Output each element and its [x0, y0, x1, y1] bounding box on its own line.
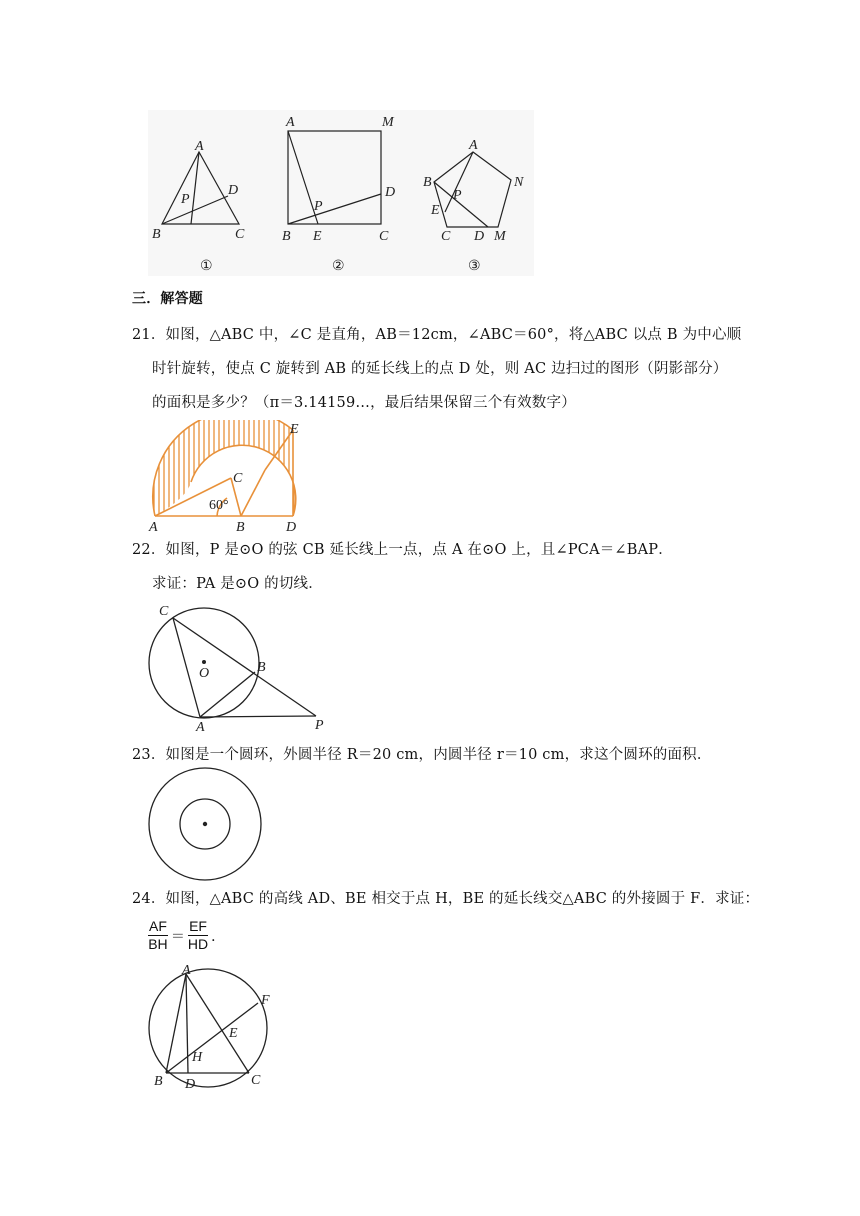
q24-figure — [144, 962, 280, 1092]
q24-fraction-ef-hd — [188, 918, 208, 953]
q22-figure — [140, 600, 340, 732]
top-figures — [148, 110, 534, 276]
q21-label-60deg: 60° — [209, 498, 229, 513]
q22-label-p: P — [315, 718, 324, 732]
fig2-label-e: E — [313, 229, 322, 244]
q24-fraction-equation — [148, 918, 228, 953]
q21-line-1: 21．如图，△ABC 中，∠C 是直角，AB＝12cm，∠ABC＝60°，将△ABC 以点 B 为中心顺 — [132, 327, 742, 343]
fig3-caption: ③ — [468, 259, 481, 274]
q24-frac2-denominator: HD — [187, 936, 209, 952]
fig3-label-d: D — [474, 229, 485, 244]
q22-label-o: O — [199, 666, 210, 681]
q24-label-f: F — [261, 993, 270, 1008]
fig2-label-b: B — [282, 229, 291, 244]
q21-line-3: 的面积是多少？（π＝3.14159…，最后结果保留三个有效数字） — [152, 395, 576, 411]
fig2-caption: ② — [332, 259, 345, 274]
q24-equals: ＝ — [170, 927, 185, 944]
q24-frac1-numerator: AF — [149, 918, 167, 934]
fig1-label-a: A — [195, 139, 204, 154]
q23-ring-figure — [144, 766, 266, 884]
fig3-label-p: P — [453, 188, 462, 203]
q22-line-2: 求证：PA 是⊙O 的切线． — [152, 576, 323, 592]
q24-fraction-af-bh — [148, 918, 168, 953]
q24-label-d: D — [185, 1077, 196, 1092]
q22-line-1: 22．如图，P 是⊙O 的弦 CB 延长线上一点，点 A 在⊙O 上，且∠PCA＝∠BAP． — [132, 542, 673, 558]
q21-line-2: 时针旋转，使点 C 旋转到 AB 的延长线上的点 D 处，则 AC 边扫过的图形（阴影部分） — [152, 361, 728, 377]
q24-label-c: C — [251, 1073, 261, 1088]
fig2-label-p: P — [314, 199, 323, 214]
fig2-label-m: M — [382, 115, 394, 130]
fig2-label-a: A — [286, 115, 295, 130]
q22-label-b: B — [257, 660, 266, 675]
q24-period: ． — [211, 927, 226, 944]
section-title: 三．解答题 — [132, 291, 203, 307]
q21-label-a: A — [149, 520, 158, 534]
fig3-label-n: N — [514, 175, 524, 190]
fig3-label-m: M — [494, 229, 506, 244]
q24-label-e: E — [229, 1026, 238, 1041]
q24-label-a: A — [182, 963, 191, 978]
fig3-label-b: B — [423, 175, 432, 190]
fig2-label-c: C — [379, 229, 389, 244]
q21-label-d: D — [286, 520, 297, 534]
q22-label-c: C — [159, 604, 169, 619]
q23-line-1: 23．如图是一个圆环，外圆半径 R＝20 cm，内圆半径 r＝10 cm，求这个圆环的面积． — [132, 747, 712, 763]
q24-label-b: B — [154, 1074, 163, 1089]
q24-line-1: 24．如图，△ABC 的高线 AD、BE 相交于点 H，BE 的延长线交△ABC 的外接圆于 F．求证： — [132, 891, 760, 907]
q21-label-e: E — [290, 422, 299, 437]
fig1-caption: ① — [200, 259, 213, 274]
fig1-label-p: P — [181, 192, 190, 207]
q21-label-c: C — [233, 471, 243, 486]
q21-figure — [143, 420, 313, 534]
q24-label-h: H — [192, 1050, 203, 1065]
fig1-label-d: D — [228, 183, 239, 198]
fig1-label-b: B — [152, 227, 161, 242]
q22-label-a: A — [196, 720, 205, 732]
q21-label-b: B — [236, 520, 245, 534]
fig3-label-a: A — [469, 138, 478, 153]
fig3-label-c: C — [441, 229, 451, 244]
fig1-label-c: C — [235, 227, 245, 242]
q24-frac2-numerator: EF — [189, 918, 207, 934]
q24-frac1-denominator: BH — [148, 936, 168, 952]
fig2-label-d: D — [385, 185, 396, 200]
fig3-label-e: E — [431, 203, 440, 218]
